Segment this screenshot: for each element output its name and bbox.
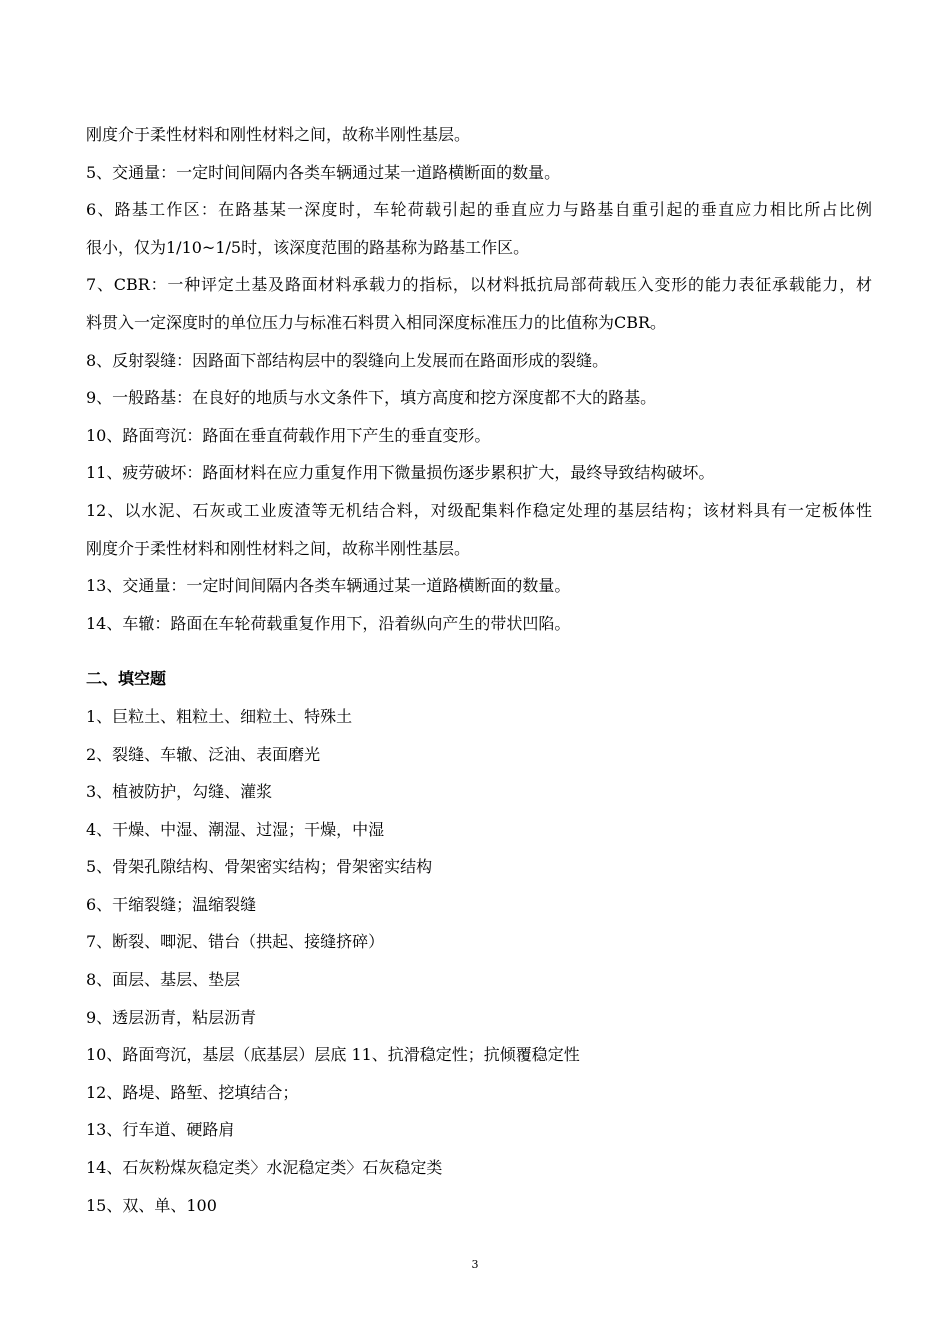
definition-line: 11、疲劳破坏：路面材料在应力重复作用下微量损伤逐步累积扩大，最终导致结构破坏。 (86, 463, 715, 483)
definition-line: 刚度介于柔性材料和刚性材料之间，故称半刚性基层。 (86, 125, 471, 144)
definition-line: 料贯入一定深度时的单位压力与标准石料贯入相同深度标准压力的比值称为CBR。 (86, 312, 667, 332)
answer-line: 6、干缩裂缝；温缩裂缝 (86, 894, 257, 914)
definition-line: 很小，仅为1/10~1/5时，该深度范围的路基称为路基工作区。 (86, 237, 530, 257)
page-number: 3 (471, 1258, 479, 1271)
answer-line: 8、面层、基层、垫层 (86, 970, 241, 990)
definition-line: 12、以水泥、石灰或工业废渣等无机结合料，对级配集料作稳定处理的基层结构；该材料具有一定板体性 (86, 500, 872, 520)
answer-line: 9、透层沥青，粘层沥青 (86, 1007, 257, 1027)
definition-line: 14、车辙：路面在车轮荷载重复作用下，沿着纵向产生的带状凹陷。 (86, 613, 571, 633)
definition-line: 6、路基工作区：在路基某一深度时，车轮荷载引起的垂直应力与路基自重引起的垂直应力相比所占比例 (86, 200, 872, 220)
document-body (86, 116, 872, 1224)
answer-line: 4、干燥、中湿、潮湿、过湿；干燥，中湿 (86, 819, 385, 839)
answer-line: 15、双、单、100 (86, 1195, 217, 1215)
section-heading: 二、填空题 (86, 669, 167, 689)
answer-line: 3、植被防护，勾缝、灌浆 (86, 782, 273, 802)
definition-line: 10、路面弯沉：路面在垂直荷载作用下产生的垂直变形。 (86, 425, 491, 445)
answer-line: 13、行车道、硬路肩 (86, 1120, 235, 1140)
answer-line: 2、裂缝、车辙、泛油、表面磨光 (86, 744, 321, 764)
answer-line: 14、石灰粉煤灰稳定类〉水泥稳定类〉石灰稳定类 (86, 1158, 443, 1178)
answer-line: 7、断裂、唧泥、错台（拱起、接缝挤碎） (86, 932, 385, 952)
definition-line: 9、一般路基：在良好的地质与水文条件下，填方高度和挖方深度都不大的路基。 (86, 388, 657, 408)
definition-line: 刚度介于柔性材料和刚性材料之间，故称半刚性基层。 (86, 538, 471, 558)
answer-line: 5、骨架孔隙结构、骨架密实结构；骨架密实结构 (86, 857, 433, 877)
answer-line: 12、路堤、路堑、挖填结合； (86, 1082, 299, 1102)
definition-line: 8、反射裂缝：因路面下部结构层中的裂缝向上发展而在路面形成的裂缝。 (86, 350, 609, 370)
definition-line: 7、CBR：一种评定土基及路面材料承载力的指标，以材料抵抗局部荷载压入变形的能力表征承载能力，材 (86, 275, 872, 295)
definitions-list (86, 116, 872, 642)
answer-line: 10、路面弯沉，基层（底基层）层底 11、抗滑稳定性；抗倾覆稳定性 (86, 1045, 580, 1065)
definition-line: 5、交通量：一定时间间隔内各类车辆通过某一道路横断面的数量。 (86, 162, 561, 182)
definition-line: 13、交通量：一定时间间隔内各类车辆通过某一道路横断面的数量。 (86, 576, 571, 596)
answer-line: 1、巨粒土、粗粒土、细粒土、特殊土 (86, 706, 353, 726)
answers-list (86, 698, 872, 1224)
